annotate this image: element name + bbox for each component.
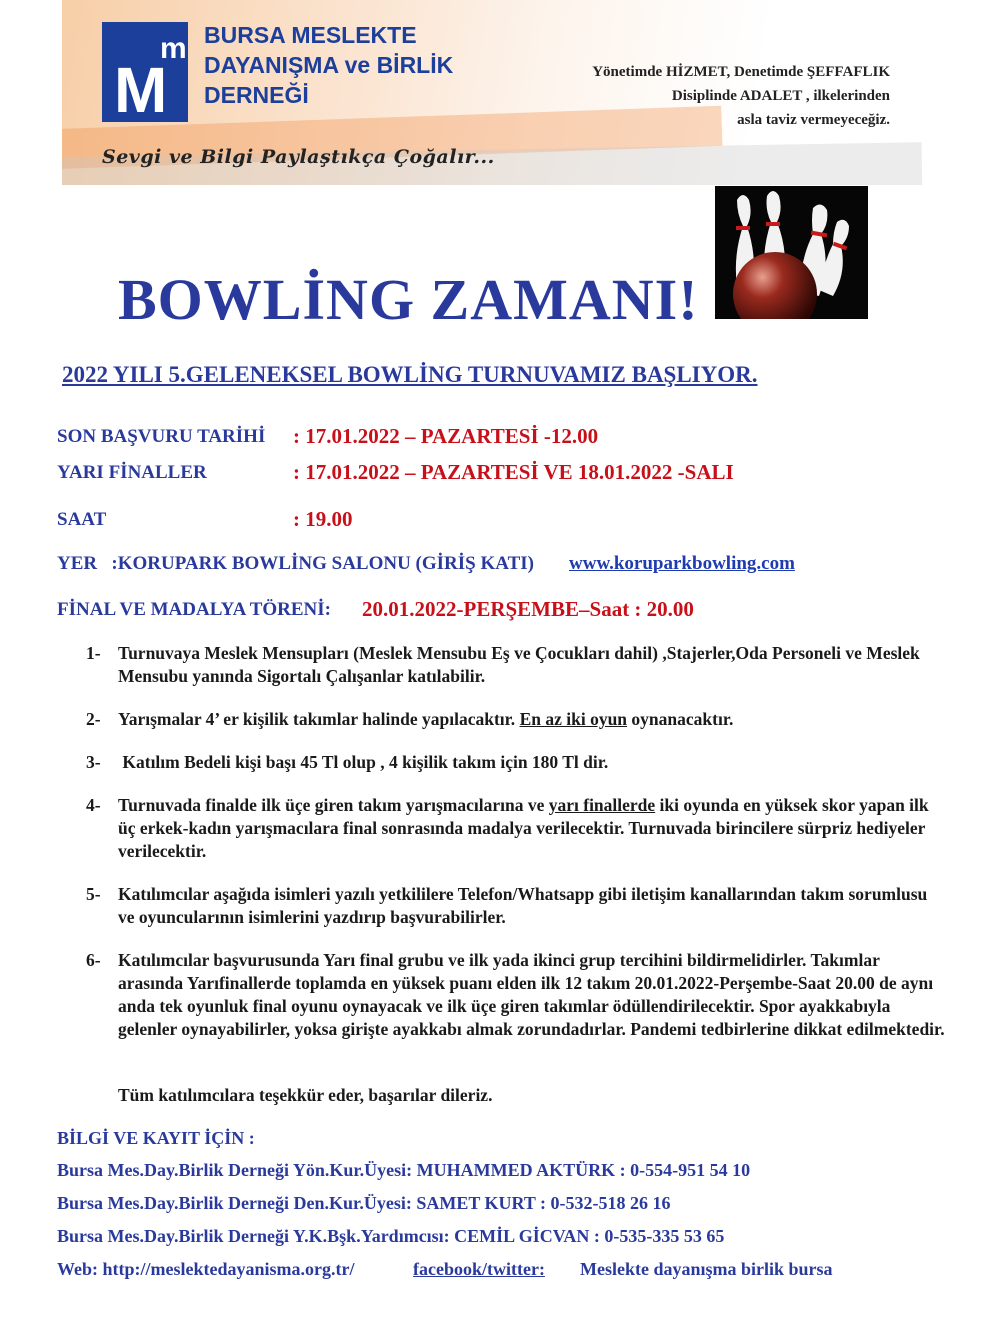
bowling-pins-image [715, 186, 868, 319]
logo-letter-m: M [114, 54, 168, 122]
time-value: : 19.00 [293, 507, 353, 531]
thanks-note: Tüm katılımcılara teşekkür eder, başarılar dileriz. [118, 1085, 493, 1105]
rule-number: 6- [86, 950, 101, 970]
deadline-label: SON BAŞVURU TARİHİ [57, 426, 266, 447]
rule-text-underlined: yarı finallerde [548, 795, 656, 815]
rule-item-4 [86, 794, 946, 863]
venue-website-link[interactable]: www.koruparkbowling.com [569, 553, 795, 574]
rule-text-part: iki oyunda en yüksek skor yapan ilk üç erkek-kadın yarışmacılara final sonrasında madalya verilecektir. Turnuvada birincilere sürpriz hediyeler verilecektir. [118, 795, 929, 861]
website-label[interactable]: Web: http://meslektedayanisma.org.tr/ [57, 1259, 355, 1279]
motto [560, 60, 890, 132]
page-title: BOWLİNG ZAMANI! [118, 267, 699, 332]
motto-line-3: asla taviz vermeyeceğiz. [737, 112, 890, 128]
page-subtitle: 2022 YILI 5.GELENEKSEL BOWLİNG TURNUVAMIZ BAŞLIYOR. [62, 362, 758, 387]
rule-text [118, 794, 946, 863]
slogan: Sevgi ve Bilgi Paylaştıkça Çoğalır... [102, 146, 495, 168]
rule-text: Katılımcılar başvurusunda Yarı final grubu ve ilk yada ikinci grup tercihini bildirmelidirler. Takımlar arasında Yarıfinallerde toplamda en yüksek puanı elden ilk 12 takım 20.01.2022-Perşembe-Saat 20.00 de aynı anda tek oyunluk final oyunu oynayacak ve ilk üçe giren takımlar ödüllendirilecektir. Spor ayakkabıyla gelenler oynayabilirler, yoksa girişte ayakkabı almak zorundadırlar. Pandemi tedbirlerine dikkat edilmektedir. [118, 950, 945, 1039]
semifinals-label: YARI FİNALLER [57, 462, 207, 483]
contact-heading: BİLGİ VE KAYIT İÇİN : [57, 1128, 255, 1148]
rule-number: 1- [86, 643, 101, 663]
org-name-line-3: DERNEĞİ [204, 82, 309, 108]
semifinals-value: : 17.01.2022 – PAZARTESİ VE 18.01.2022 -SALI [293, 460, 734, 484]
contact-line-1: Bursa Mes.Day.Birlik Derneği Yön.Kur.Üyesi: MUHAMMED AKTÜRK : 0-554-951 54 10 [57, 1160, 751, 1180]
final-ceremony-label: FİNAL VE MADALYA TÖRENİ: [57, 599, 331, 620]
organization-name [204, 20, 453, 110]
logo-letter-small-m: m [160, 32, 187, 65]
venue-text: YER :KORUPARK BOWLİNG SALONU (GİRİŞ KATI) [57, 553, 534, 574]
org-name-line-1: BURSA MESLEKTE [204, 22, 417, 48]
rule-item-1 [86, 642, 946, 688]
rule-number: 4- [86, 795, 101, 815]
rule-text: Turnuvaya Meslek Mensupları (Meslek Mensubu Eş ve Çocukları dahil) ,Stajerler,Oda Personeli ve Meslek Mensubu yanında Sigortalı Çalışanlar katılabilir. [118, 643, 920, 686]
deadline-value: : 17.01.2022 – PAZARTESİ -12.00 [293, 424, 599, 448]
social-media-name: Meslekte dayanışma birlik bursa [580, 1259, 833, 1279]
association-logo [102, 22, 188, 122]
org-name-line-2: DAYANIŞMA ve BİRLİK [204, 52, 454, 78]
contact-line-2: Bursa Mes.Day.Birlik Derneği Den.Kur.Üyesi: SAMET KURT : 0-532-518 26 16 [57, 1193, 671, 1213]
rule-text-part: Turnuvada finalde ilk üçe giren takım yarışmacılarına ve [118, 795, 545, 815]
time-label: SAAT [57, 509, 107, 530]
rule-text: Katılım Bedeli kişi başı 45 Tl olup , 4 kişilik takım için 180 Tl dir. [118, 752, 609, 772]
rule-text [118, 708, 946, 731]
rule-text-part: oynanacaktır. [631, 709, 734, 729]
rule-item-2 [86, 708, 946, 731]
rule-number: 2- [86, 709, 101, 729]
rule-text-part: Yarışmalar 4’ er kişilik takımlar halinde yapılacaktır. [118, 709, 516, 729]
rule-number: 5- [86, 884, 101, 904]
rule-item-5 [86, 883, 946, 929]
rule-item-3 [86, 751, 946, 774]
final-ceremony-value: 20.01.2022-PERŞEMBE–Saat : 20.00 [362, 597, 694, 621]
motto-line-2: Disiplinde ADALET , ilkelerinden [671, 88, 890, 104]
motto-line-1: Yönetimde HİZMET, Denetimde ŞEFFAFLIK [592, 64, 890, 80]
rule-text: Katılımcılar aşağıda isimleri yazılı yetkililere Telefon/Whatsapp gibi iletişim kanallarından takım sorumlusu ve oyuncularının isimlerini yazdırıp başvurabilirler. [118, 884, 928, 927]
rule-item-6 [86, 949, 946, 1041]
rule-text-underlined: En az iki oyun [519, 709, 628, 729]
rule-number: 3- [86, 752, 101, 772]
social-media-link[interactable]: facebook/twitter: [413, 1259, 545, 1279]
contact-line-3: Bursa Mes.Day.Birlik Derneği Y.K.Bşk.Yardımcısı: CEMİL GİCVAN : 0-535-335 53 65 [57, 1226, 725, 1246]
